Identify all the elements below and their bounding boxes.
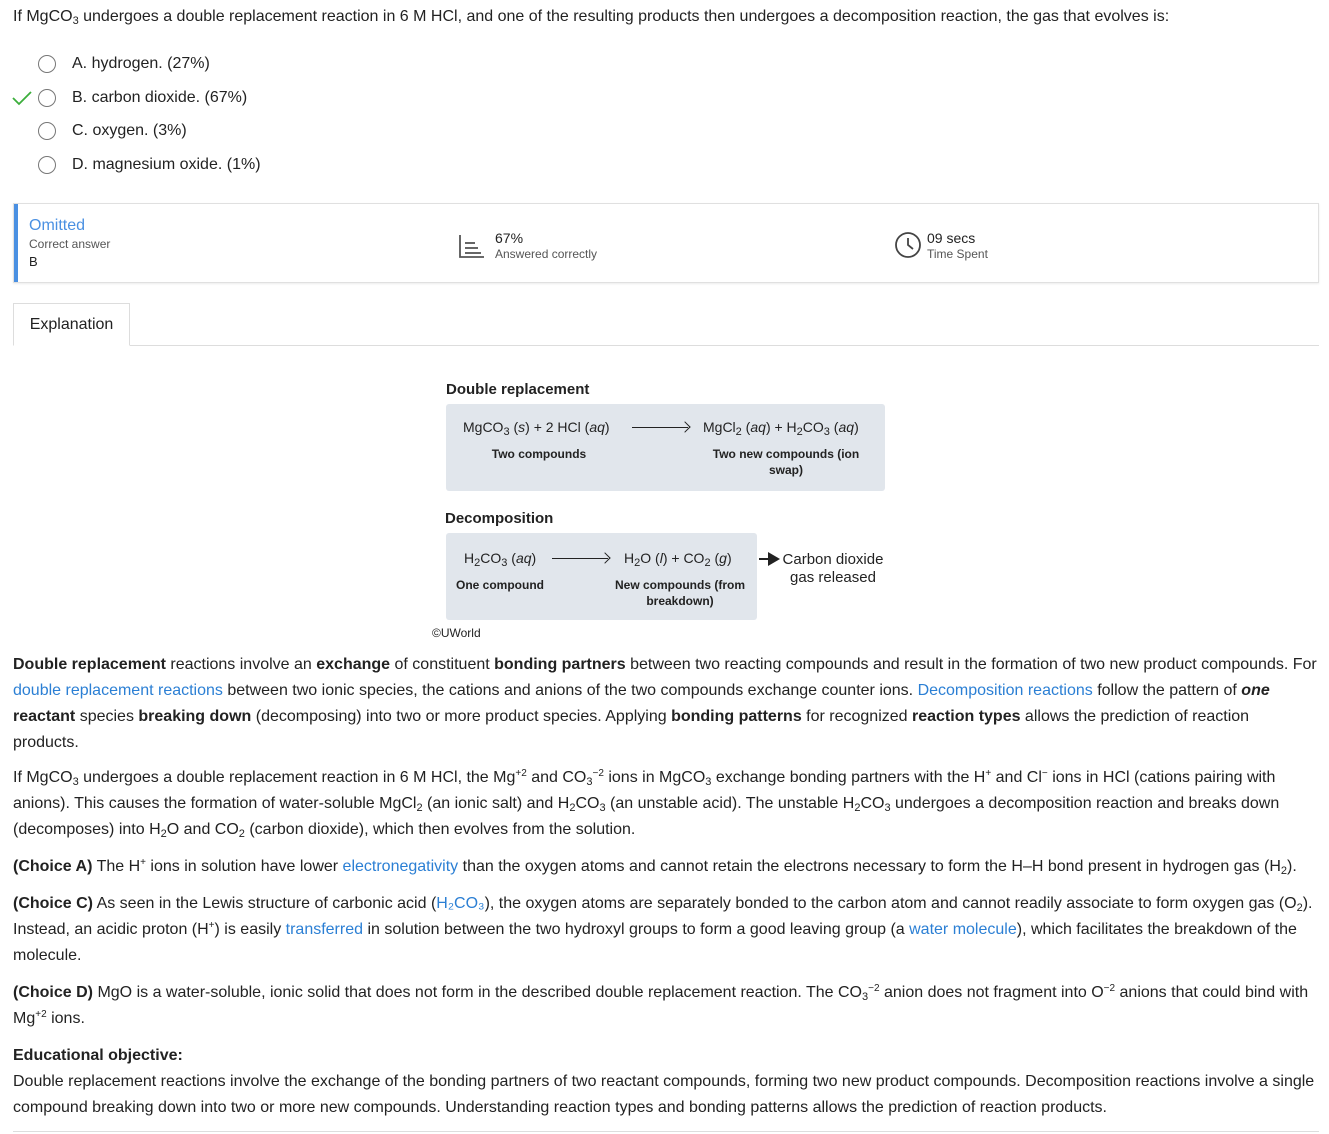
dc-reactant: $H_2CO_3$ (aq) — [464, 550, 537, 569]
decomposition-title: Decomposition — [445, 510, 554, 527]
question-text: If MgCO$_3$ undergoes a double replacement reaction in 6 M HCl, and one of the resulting products then undergoes a decomposition reaction, the gas that evolves is: — [13, 8, 1170, 27]
radio-icon[interactable] — [38, 89, 56, 107]
result-stats-panel — [13, 203, 1319, 283]
dc-arrow-icon — [552, 558, 608, 559]
bottom-divider — [13, 1131, 1319, 1132]
objective-title: Educational objective: — [13, 1047, 183, 1064]
dr-left-caption: Two compounds — [491, 447, 587, 461]
dc-right-caption: New compounds (from breakdown) — [615, 578, 746, 608]
correct-answer-value: B — [29, 254, 38, 269]
time-spent-label: Time Spent — [927, 247, 988, 261]
link-electronegativity[interactable]: electronegativity — [342, 858, 459, 875]
link-double-replacement[interactable]: double replacement reactions — [13, 682, 223, 699]
radio-icon[interactable] — [38, 55, 56, 73]
co2-released-label: Carbon dioxide gas released — [782, 551, 884, 586]
time-spent-value: 09 secs — [927, 230, 976, 246]
choice-a-explanation: (Choice A) The H+ ions in solution have lower electronegativity than the oxygen atoms and cannot retain the electrons necessary to form the H–H bond present in hydrogen gas $(H_2)$. — [13, 857, 1297, 877]
percent-correct-value: 67% — [495, 230, 524, 246]
link-decomposition[interactable]: Decomposition reactions — [917, 682, 1093, 699]
choice-d-explanation: (Choice D) MgO is a water-soluble, ionic solid that does not form in the described double replacement reaction. The $CO_3^{-2}$ anion does not fragment into $O^{-2}$ anions that could bind with $Mg^{+2}$ ions. — [13, 983, 1309, 1027]
gas-release-arrow-icon — [759, 558, 772, 560]
dc-left-caption: One compound — [456, 578, 544, 592]
answer-option-a[interactable]: A. hydrogen. (27%) — [38, 53, 210, 75]
copyright: ©UWorld — [432, 626, 481, 640]
status-label: Omitted — [29, 217, 86, 234]
explanation-paragraph-2: If MgCO$_3$ undergoes a double replacement reaction in 6 M HCl, the $Mg^{+2}$ and $CO_3^{-2}$ ions in MgCO$_3$ exchange bonding partners with the H+ and Cl− ions in HCl (cations pairing with anions). This causes the formation of water-soluble MgCl$_2$ (an ionic salt) and $H_2CO_3$ (an unstable acid). The unstable $H_2CO_3$ undergoes a decomposition reaction and breaks down (decomposes) into $H_2O$ and $CO_2$ (carbon dioxide), which then evolves from the solution. — [13, 768, 1280, 840]
bar-chart-icon — [458, 232, 486, 260]
tab-explanation[interactable]: Explanation — [13, 303, 130, 346]
answer-option-b[interactable]: B. carbon dioxide. (67%) — [38, 87, 247, 109]
educational-objective — [13, 1043, 1319, 1121]
objective-body: Double replacement reactions involve the exchange of the bonding partners of two reactant compounds, forming two new product compounds. Decomposition reactions involve a single compound breaking down into two or more new compounds. Understanding reaction types and bonding patterns allows the prediction of reaction products. — [13, 1073, 1315, 1116]
link-h2co3[interactable]: H₂CO₃ — [436, 895, 485, 912]
radio-icon[interactable] — [38, 122, 56, 140]
explanation-paragraph-1: Double replacement reactions involve an exchange of constituent bonding partners between two reacting compounds and result in the formation of two new product compounds. For double replacement reactions between two ionic species, the cations and anions of the two compounds exchange counter ions. Decomposition reactions follow the pattern of one reactant species breaking down (decomposing) into two or more product species. Applying bonding patterns for recognized reaction types allows the prediction of reaction products. — [13, 656, 1317, 751]
tab-divider — [13, 345, 1319, 346]
link-water-molecule[interactable]: water molecule — [909, 921, 1017, 938]
double-replacement-box — [446, 404, 885, 491]
double-replacement-title: Double replacement — [446, 381, 590, 398]
dr-right-caption: Two new compounds (ion swap) — [712, 447, 860, 477]
dr-reactants: MgCO$_3$ (s) + 2 HCl (aq) — [463, 419, 610, 438]
percent-correct-label: Answered correctly — [495, 247, 598, 261]
correct-answer-label: Correct answer — [29, 237, 111, 251]
dr-arrow-icon — [632, 427, 688, 428]
answer-option-d[interactable]: D. magnesium oxide. (1%) — [38, 154, 261, 176]
choice-c-explanation: (Choice C) As seen in the Lewis structure of carbonic acid (H₂CO₃), the oxygen atoms are separately bonded to the carbon atom and cannot readily associate to form oxygen gas $(O_2)$. Instead, an acidic proton (H+) is easily transferred in solution between the two hydroxyl groups to form a good leaving group (a water molecule), which facilitates the breakdown of the molecule. — [13, 895, 1313, 964]
accent-bar — [14, 204, 18, 282]
link-transferred[interactable]: transferred — [285, 921, 364, 938]
dc-products: $H_2O$ $(l) + CO_2$ (g) — [624, 550, 732, 569]
dr-products: MgCl$_2$ $(aq) + H_2CO_3$ (aq) — [703, 419, 859, 438]
answer-option-c[interactable]: C. oxygen. (3%) — [38, 120, 187, 142]
decomposition-box — [446, 533, 757, 620]
correct-check-icon — [12, 90, 32, 106]
radio-icon[interactable] — [38, 156, 56, 174]
clock-icon — [894, 231, 922, 259]
